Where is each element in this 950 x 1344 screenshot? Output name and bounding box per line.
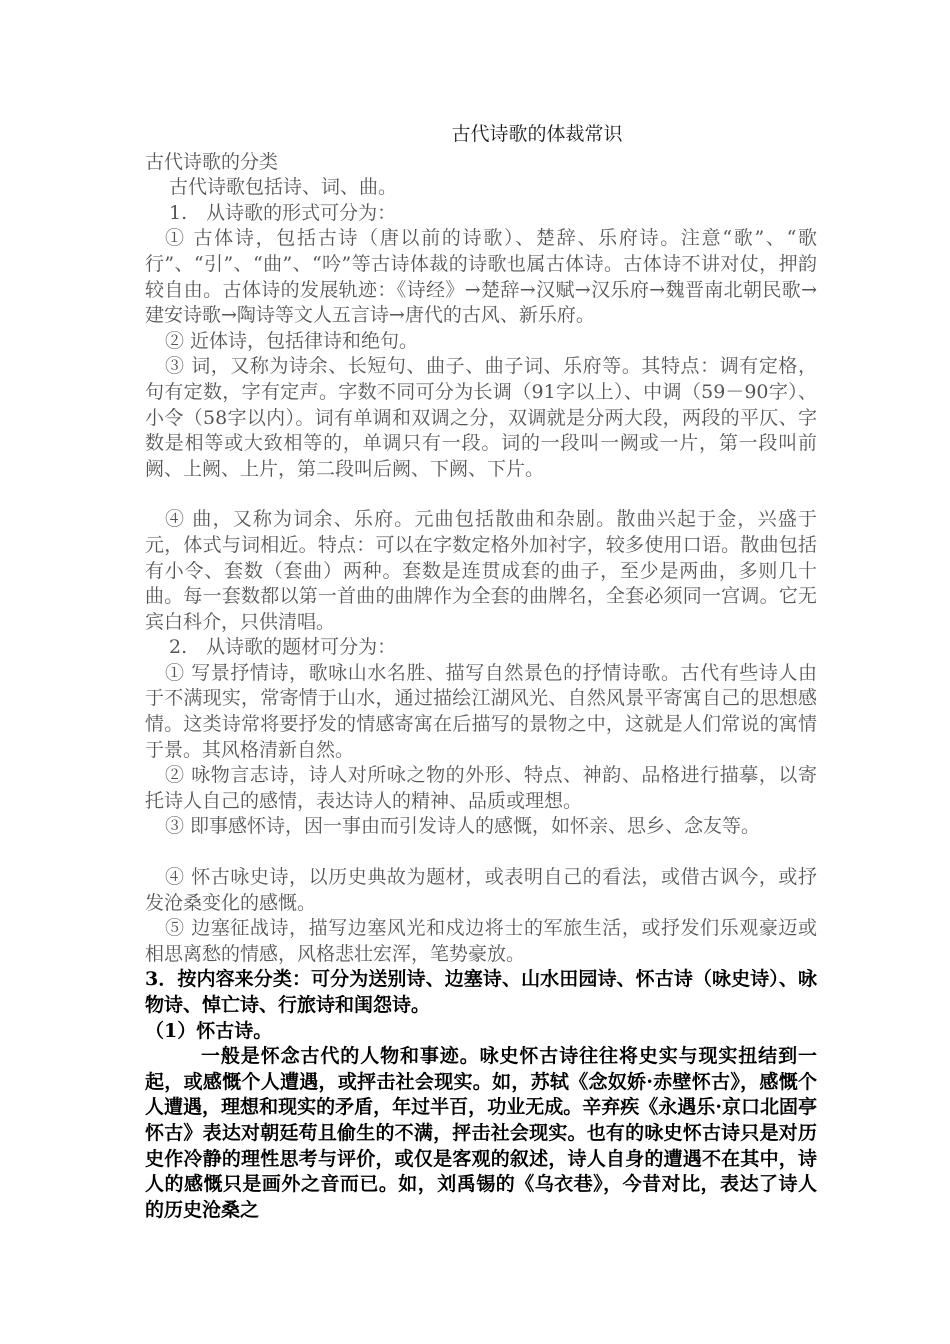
form-item-modern-style-poetry: ② 近体诗，包括律诗和绝句。 [165, 329, 419, 352]
form-heading: 1. 从诗歌的形式可分为： [169, 201, 397, 224]
paragraph-gap [145, 840, 817, 865]
intro-paragraph: 古代诗歌包括诗、词、曲。 [169, 176, 398, 199]
theme-item-object: ② 咏物言志诗，诗人对所咏之物的外形、特点、神韵、品格进行描摹，以寄托诗人自己的感情，表达诗人的精神、品质或理想。 [145, 764, 817, 812]
theme-item-event: ③ 即事感怀诗，因一事由而引发诗人的感慨，如怀亲、思乡、念友等。 [165, 815, 761, 838]
paragraph-gap [145, 482, 817, 507]
subsection-body-huaigu: 一般是怀念古代的人物和事迹。咏史怀古诗往往将史实与现实扭结到一起，或感慨个人遭遇，或抨击社会现实。如，苏轼《念奴娇·赤壁怀古》，感慨个人遭遇，理想和现实的矛盾，年过半百，功业无成。辛弃疾《永遇乐·京口北固亭怀古》表达对朝廷苟且偷生的不满，抨击社会现实。也有的咏史怀古诗只是对历史作冷静的理性思考与评价，或仅是客观的叙述，诗人自身的遭遇不在其中，诗人的感慨只是画外之音而已。如，刘禹锡的《乌衣巷》，今昔对比，表达了诗人的历史沧桑之 [145, 1045, 817, 1221]
content-heading: 3．按内容来分类：可分为送别诗、边塞诗、山水田园诗、怀古诗（咏史诗）、咏物诗、悼亡诗、行旅诗和闺怨诗。 [145, 968, 817, 1016]
theme-item-frontier: ⑤ 边塞征战诗，描写边塞风光和戍边将士的军旅生活，或抒发们乐观豪迈或相思离愁的情感，风格悲壮宏浑，笔势豪放。 [145, 917, 817, 965]
theme-item-landscape: ① 写景抒情诗，歌咏山水名胜、描写自然景色的抒情诗歌。古代有些诗人由于不满现实，常寄情于山水，通过描绘江湖风光、自然风景平寄寓自己的思想感情。这类诗常将要抒发的情感寄寓在后描写的景物之中，这就是人们常说的寓情于景。其风格清新自然。 [145, 661, 817, 761]
form-item-qu: ④ 曲，又称为词余、乐府。元曲包括散曲和杂剧。散曲兴起于金，兴盛于元，体式与词相近。特点：可以在字数定格外加衬字，较多使用口语。散曲包括有小令、套数（套曲）两种。套数是连贯成套的曲子，至少是两曲，多则几十曲。每一套数都以第一首曲的曲牌作为全套的曲牌名，全套必须同一宫调。它无宾白科介，只供清唱。 [145, 508, 817, 633]
page-title: 古代诗歌的体裁常识 [451, 123, 623, 145]
subsection-heading-huaigu: （1）怀古诗。 [145, 1019, 273, 1042]
form-item-ci: ③ 词，又称为诗余、长短句、曲子、曲子词、乐府等。其特点：调有定格，句有定数，字有定声。字数不同可分为长调（91字以上）、中调（59－90字）、小令（58字以内）。词有单调和双调之分，双调就是分两大段，两段的平仄、字数是相等或大致相等的，单调只有一段。词的一段叫一阙或一片，第一段叫前阙、上阙、上片，第二段叫后阙、下阙、下片。 [145, 355, 817, 480]
theme-item-history: ④ 怀古咏史诗，以历史典故为题材，或表明自己的看法，或借古讽今，或抒发沧桑变化的感慨。 [145, 866, 817, 914]
section-heading: 古代诗歌的分类 [145, 150, 279, 173]
form-item-ancient-poetry: ① 古体诗，包括古诗（唐以前的诗歌）、楚辞、乐府诗。注意“歌”、“歌行”、“引”、“曲”、“吟”等古诗体裁的诗歌也属古体诗。古体诗不讲对仗，押韵较自由。古体诗的发展轨迹：《诗经》→楚辞→汉赋→汉乐府→魏晋南北朝民歌→建安诗歌→陶诗等文人五言诗→唐代的古风、新乐府。 [145, 227, 817, 327]
theme-heading: 2. 从诗歌的题材可分为： [169, 636, 397, 659]
document-page [145, 122, 817, 1223]
